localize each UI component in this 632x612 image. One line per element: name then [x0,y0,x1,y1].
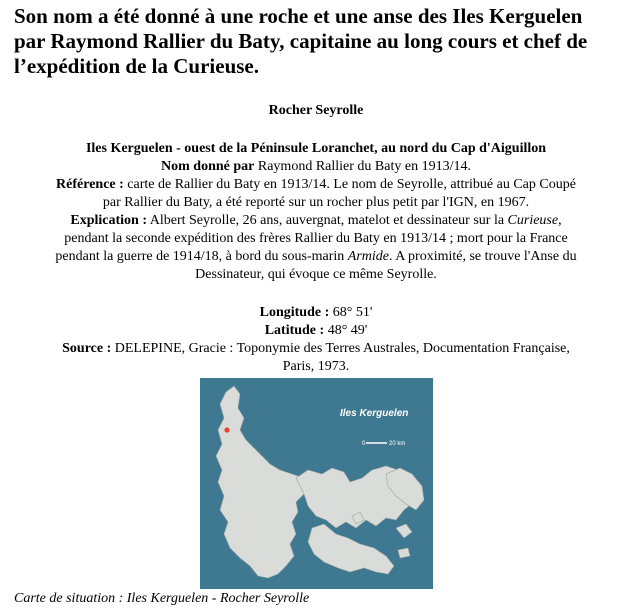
longitude-line [0,304,632,322]
islet-2 [398,548,410,558]
source-text-1: DELEPINE, Gracie : Toponymie des Terres Australes, Documentation Française, [114,341,570,356]
explication-text-b: , [558,213,562,228]
location-map [200,378,433,589]
nom-line [0,158,632,176]
map-title: Iles Kerguelen [340,408,409,419]
explication-line-3 [0,248,632,266]
intro-line-2: par Raymond Rallier du Baty, capitaine au long cours et chef de [14,29,588,53]
explication-line-4: Dessinateur, qui évoque ce même Seyrolle. [195,267,437,282]
intro-line-1: Son nom a été donné à une roche et une anse des Iles Kerguelen [14,4,583,28]
source-line-2: Paris, 1973. [282,359,350,374]
submarine-name: Armide [347,249,389,264]
explication-text-3b: . A proximité, se trouve l'Anse du [388,249,577,264]
scale-zero: 0 [362,441,366,447]
explication-label: Explication : [70,213,147,228]
intro-heading [14,4,626,79]
page-title: Rocher Seyrolle [268,103,364,118]
latitude-value: 48° 49' [327,323,368,338]
latitude-line [0,322,632,340]
map-svg [200,378,433,589]
reference-text-1: carte de Rallier du Baty en 1913/14. Le nom de Seyrolle, attribué au Cap Coupé [127,177,576,192]
longitude-value: 68° 51' [332,305,373,320]
seyrolle-marker [224,427,229,432]
longitude-label: Longitude : [259,305,330,320]
explication-text-3a: pendant la guerre de 1914/18, à bord du sous-marin [55,249,345,264]
latitude-label: Latitude : [264,323,325,338]
reference-label: Référence : [56,177,124,192]
reference-line-1 [0,176,632,194]
source-line-1 [0,340,632,358]
nom-label: Nom donné par [161,159,255,174]
source-label: Source : [62,341,112,356]
explication-text-a: Albert Seyrolle, 26 ans, auvergnat, matelot et dessinateur sur la [149,213,505,228]
map-caption: Carte de situation : Iles Kerguelen - Rocher Seyrolle [14,591,310,606]
explication-line-2: pendant la seconde expédition des frères Rallier du Baty en 1913/14 ; mort pour la France [64,231,568,246]
explication-line-1 [0,212,632,230]
coordinates-block [0,304,632,376]
scale-label: 20 km [389,441,406,447]
entry-body [0,140,632,284]
nom-value: Raymond Rallier du Baty en 1913/14. [257,159,471,174]
ship-name: Curieuse [507,213,559,228]
intro-line-3: l’expédition de la Curieuse. [14,54,259,78]
reference-line-2: par Rallier du Baty, a été reporté sur un rocher plus petit par l'IGN, en 1967. [102,195,530,210]
location-line: Iles Kerguelen - ouest de la Péninsule Loranchet, au nord du Cap d'Aiguillon [85,141,547,156]
